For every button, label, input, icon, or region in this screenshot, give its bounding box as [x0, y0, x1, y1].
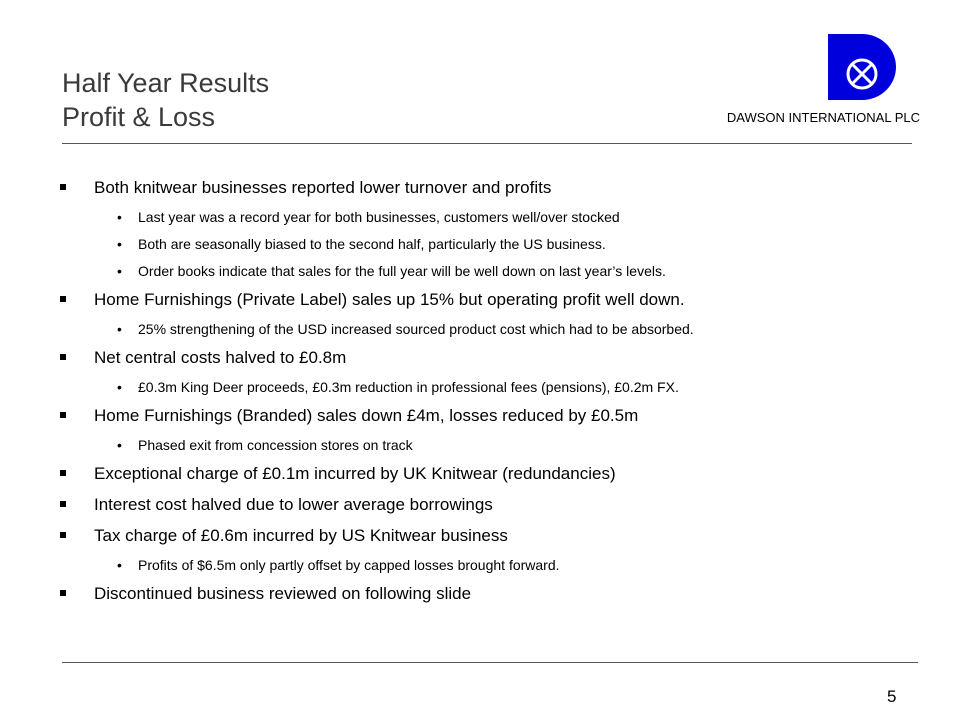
- bullet-text: Profits of $6.5m only partly offset by capped losses brought forward.: [138, 557, 560, 573]
- square-bullet-icon: [60, 354, 66, 360]
- bullet-item: [60, 286, 930, 317]
- bullet-text: Home Furnishings (Private Label) sales up 15% but operating profit well down.: [94, 290, 685, 309]
- bullet-item: [60, 460, 930, 491]
- sub-bullet-item: [60, 553, 930, 580]
- bullet-item: [60, 522, 930, 553]
- square-bullet-icon: [60, 532, 66, 538]
- bullet-text: £0.3m King Deer proceeds, £0.3m reduction in professional fees (pensions), £0.2m FX.: [138, 379, 679, 395]
- slide-title: [62, 66, 269, 134]
- bullet-text: Net central costs halved to £0.8m: [94, 348, 347, 367]
- bullet-list: [60, 174, 930, 611]
- bullet-item: [60, 344, 930, 375]
- header-divider: [62, 143, 912, 144]
- square-bullet-icon: [60, 184, 66, 190]
- sub-bullet-item: [60, 232, 930, 259]
- bullet-item: [60, 402, 930, 433]
- dot-bullet-icon: •: [117, 321, 122, 337]
- sub-bullet-item: [60, 433, 930, 460]
- dot-bullet-icon: •: [117, 236, 122, 252]
- dot-bullet-icon: •: [117, 379, 122, 395]
- square-bullet-icon: [60, 501, 66, 507]
- bullet-text: Tax charge of £0.6m incurred by US Knitwear business: [94, 526, 508, 545]
- bullet-text: Both are seasonally biased to the second half, particularly the US business.: [138, 236, 606, 252]
- bullet-text: Both knitwear businesses reported lower turnover and profits: [94, 178, 552, 197]
- footer-divider: [62, 662, 918, 663]
- square-bullet-icon: [60, 470, 66, 476]
- bullet-text: Order books indicate that sales for the full year will be well down on last year’s levels.: [138, 263, 666, 279]
- bullet-item: [60, 491, 930, 522]
- dawson-logo-icon: [828, 34, 896, 100]
- title-line-2: Profit & Loss: [62, 102, 216, 132]
- page-number: 5: [887, 687, 897, 706]
- bullet-text: Discontinued business reviewed on following slide: [94, 584, 472, 603]
- dot-bullet-icon: •: [117, 437, 122, 453]
- dot-bullet-icon: •: [117, 263, 122, 279]
- square-bullet-icon: [60, 412, 66, 418]
- square-bullet-icon: [60, 296, 66, 302]
- bullet-item: [60, 174, 930, 205]
- sub-bullet-item: [60, 205, 930, 232]
- company-name: DAWSON INTERNATIONAL PLC: [726, 110, 920, 125]
- bullet-text: Phased exit from concession stores on track: [138, 437, 413, 453]
- bullet-text: 25% strengthening of the USD increased sourced product cost which had to be absorbed.: [138, 321, 694, 337]
- bullet-item: [60, 580, 930, 611]
- dot-bullet-icon: •: [117, 209, 122, 225]
- bullet-text: Interest cost halved due to lower average borrowings: [94, 495, 493, 514]
- bullet-text: Exceptional charge of £0.1m incurred by UK Knitwear (redundancies): [94, 464, 616, 483]
- bullet-text: Home Furnishings (Branded) sales down £4m, losses reduced by £0.5m: [94, 406, 639, 425]
- dot-bullet-icon: •: [117, 557, 122, 573]
- square-bullet-icon: [60, 590, 66, 596]
- sub-bullet-item: [60, 317, 930, 344]
- sub-bullet-item: [60, 259, 930, 286]
- bullet-text: Last year was a record year for both businesses, customers well/over stocked: [138, 209, 620, 225]
- title-line-1: Half Year Results: [62, 68, 270, 98]
- sub-bullet-item: [60, 375, 930, 402]
